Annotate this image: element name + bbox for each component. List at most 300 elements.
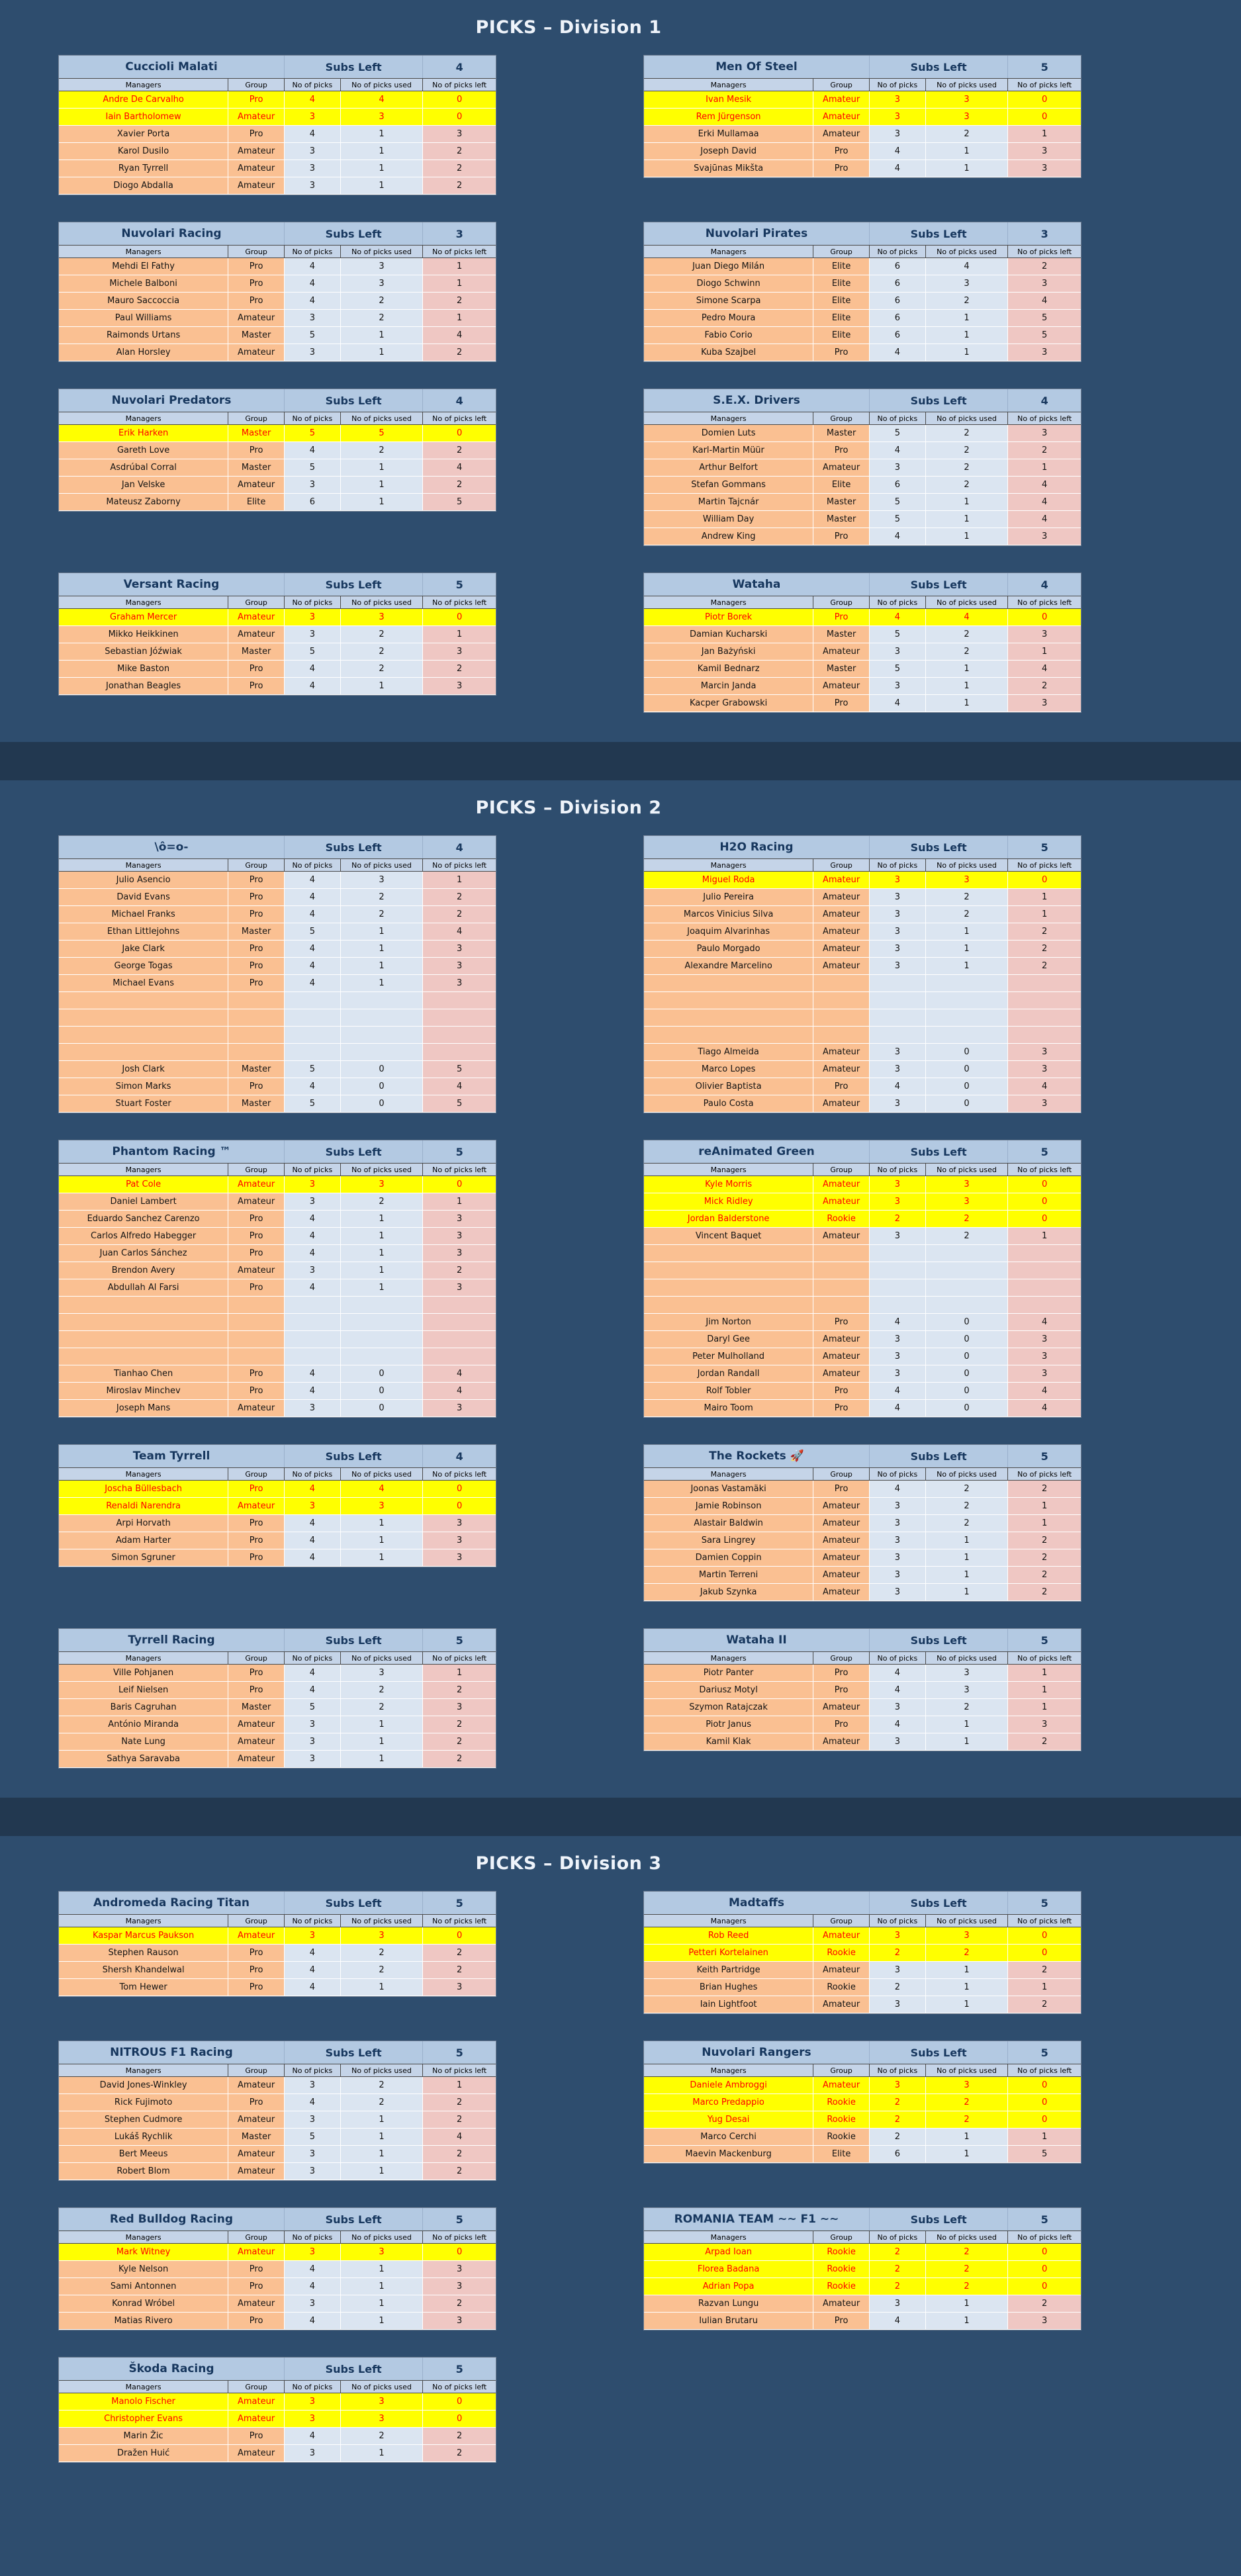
division-content bbox=[58, 7, 1079, 713]
used-cell: 1 bbox=[926, 941, 1009, 958]
used-cell: 1 bbox=[926, 494, 1009, 511]
column-header: No of picks used bbox=[926, 1914, 1009, 1927]
table-row bbox=[644, 1044, 1081, 1061]
manager-cell: Damien Coppin bbox=[644, 1549, 813, 1567]
group-cell bbox=[813, 1245, 870, 1262]
column-header: No of picks bbox=[285, 1467, 341, 1481]
table-row bbox=[59, 1061, 496, 1078]
left-cell: 2 bbox=[1008, 1567, 1081, 1584]
left-cell: 1 bbox=[423, 626, 496, 643]
table-row bbox=[644, 1979, 1081, 1996]
group-cell: Master bbox=[813, 425, 870, 442]
column-header: Group bbox=[813, 2231, 870, 2244]
group-cell: Amateur bbox=[813, 906, 870, 923]
team-name: Wataha II bbox=[644, 1629, 870, 1651]
table-header-row bbox=[59, 1914, 496, 1927]
manager-cell: Jim Norton bbox=[644, 1314, 813, 1331]
manager-cell: Kyle Morris bbox=[644, 1176, 813, 1193]
left-cell: 5 bbox=[423, 1095, 496, 1113]
picks-cell: 4 bbox=[870, 1400, 926, 1417]
picks-cell bbox=[870, 1279, 926, 1297]
manager-cell: Robert Blom bbox=[59, 2163, 228, 2180]
used-cell: 1 bbox=[926, 1733, 1009, 1751]
group-cell: Amateur bbox=[228, 2445, 285, 2462]
used-cell: 1 bbox=[926, 923, 1009, 941]
left-cell: 0 bbox=[1008, 1945, 1081, 1962]
division-title: PICKS – Division 3 bbox=[475, 1853, 662, 1874]
manager-cell: Rob Reed bbox=[644, 1927, 813, 1945]
used-cell: 3 bbox=[341, 1927, 424, 1945]
used-cell: 3 bbox=[341, 1498, 424, 1515]
used-cell: 2 bbox=[926, 2244, 1009, 2261]
manager-cell: Karol Dusilo bbox=[59, 143, 228, 160]
manager-cell: Andre De Carvalho bbox=[59, 91, 228, 109]
manager-cell: Domien Luts bbox=[644, 425, 813, 442]
left-cell: 3 bbox=[423, 975, 496, 992]
used-cell: 0 bbox=[926, 1348, 1009, 1365]
subs-left-label: Subs Left bbox=[285, 1140, 423, 1163]
left-cell: 1 bbox=[423, 2077, 496, 2094]
table-row bbox=[644, 293, 1081, 310]
table-row bbox=[59, 1383, 496, 1400]
group-cell: Pro bbox=[813, 1682, 870, 1699]
table-row bbox=[644, 1567, 1081, 1584]
column-header: No of picks bbox=[285, 1914, 341, 1927]
left-cell: 3 bbox=[1008, 1044, 1081, 1061]
left-cell: 1 bbox=[423, 258, 496, 275]
group-cell: Amateur bbox=[813, 91, 870, 109]
manager-cell: Jordan Randall bbox=[644, 1365, 813, 1383]
used-cell: 1 bbox=[926, 511, 1009, 528]
table-row bbox=[59, 1682, 496, 1699]
picks-cell: 3 bbox=[870, 906, 926, 923]
table-row bbox=[59, 143, 496, 160]
group-cell: Pro bbox=[228, 2313, 285, 2330]
manager-cell: Sara Lingrey bbox=[644, 1532, 813, 1549]
used-cell: 1 bbox=[341, 1279, 424, 1297]
used-cell: 2 bbox=[341, 310, 424, 327]
table-row bbox=[644, 160, 1081, 177]
left-cell: 2 bbox=[1008, 1733, 1081, 1751]
column-header: No of picks left bbox=[423, 858, 496, 872]
left-cell: 2 bbox=[423, 906, 496, 923]
group-cell: Pro bbox=[228, 1962, 285, 1979]
table-row bbox=[59, 2411, 496, 2428]
table-row bbox=[644, 1532, 1081, 1549]
manager-cell: Diogo Schwinn bbox=[644, 275, 813, 293]
used-cell: 1 bbox=[341, 2261, 424, 2278]
group-cell: Elite bbox=[813, 327, 870, 344]
manager-cell bbox=[644, 1297, 813, 1314]
used-cell: 1 bbox=[926, 160, 1009, 177]
table-row bbox=[59, 2295, 496, 2313]
manager-cell: Konrad Wróbel bbox=[59, 2295, 228, 2313]
picks-cell: 3 bbox=[285, 1716, 341, 1733]
picks-cell: 5 bbox=[870, 511, 926, 528]
picks-cell: 3 bbox=[285, 2411, 341, 2428]
group-cell: Amateur bbox=[813, 1044, 870, 1061]
column-header: No of picks bbox=[870, 2231, 926, 2244]
picks-cell bbox=[870, 1297, 926, 1314]
column-header: Managers bbox=[644, 1651, 813, 1665]
table-row bbox=[59, 494, 496, 511]
picks-cell: 4 bbox=[285, 2428, 341, 2445]
picks-cell: 4 bbox=[285, 2094, 341, 2111]
left-cell: 3 bbox=[423, 2313, 496, 2330]
table-row bbox=[644, 1549, 1081, 1567]
left-cell: 4 bbox=[423, 923, 496, 941]
left-cell: 2 bbox=[1008, 941, 1081, 958]
left-cell bbox=[1008, 1027, 1081, 1044]
table-band bbox=[58, 2041, 1079, 2181]
manager-cell: Tiago Almeida bbox=[644, 1044, 813, 1061]
left-cell: 3 bbox=[423, 958, 496, 975]
left-cell: 3 bbox=[423, 941, 496, 958]
left-cell: 1 bbox=[1008, 1979, 1081, 1996]
picks-cell: 5 bbox=[285, 459, 341, 477]
picks-cell: 4 bbox=[285, 1481, 341, 1498]
used-cell: 2 bbox=[341, 1962, 424, 1979]
column-header: No of picks bbox=[285, 2231, 341, 2244]
left-cell: 0 bbox=[1008, 2244, 1081, 2261]
left-cell: 2 bbox=[1008, 678, 1081, 695]
group-cell: Amateur bbox=[228, 2295, 285, 2313]
group-cell: Amateur bbox=[813, 1515, 870, 1532]
column-header: No of picks bbox=[870, 596, 926, 609]
team-table bbox=[58, 1628, 496, 1769]
column-header: Group bbox=[228, 2064, 285, 2077]
table-band bbox=[58, 2357, 1079, 2463]
manager-cell: Joseph David bbox=[644, 143, 813, 160]
table-row bbox=[644, 1027, 1081, 1044]
manager-cell: Petteri Kortelainen bbox=[644, 1945, 813, 1962]
picks-cell: 3 bbox=[285, 143, 341, 160]
picks-cell: 4 bbox=[285, 1279, 341, 1297]
left-cell: 3 bbox=[1008, 160, 1081, 177]
left-cell: 4 bbox=[423, 327, 496, 344]
table-row bbox=[644, 109, 1081, 126]
subs-left-value: 4 bbox=[1040, 394, 1048, 407]
column-header: No of picks bbox=[285, 2380, 341, 2393]
left-cell: 1 bbox=[1008, 906, 1081, 923]
manager-cell: Juan Carlos Sánchez bbox=[59, 1245, 228, 1262]
group-cell bbox=[813, 975, 870, 992]
used-cell: 1 bbox=[926, 695, 1009, 712]
left-cell: 1 bbox=[1008, 1665, 1081, 1682]
table-header-row bbox=[644, 2231, 1081, 2244]
group-cell: Pro bbox=[228, 2261, 285, 2278]
table-row bbox=[59, 1979, 496, 1996]
group-cell: Amateur bbox=[228, 1927, 285, 1945]
picks-cell: 3 bbox=[285, 477, 341, 494]
used-cell: 1 bbox=[341, 2445, 424, 2462]
table-row bbox=[59, 1279, 496, 1297]
group-cell: Amateur bbox=[813, 126, 870, 143]
left-cell bbox=[1008, 1009, 1081, 1027]
group-cell: Amateur bbox=[813, 1549, 870, 1567]
team-table bbox=[643, 573, 1081, 713]
subs-left-value: 4 bbox=[1040, 578, 1048, 591]
group-cell: Pro bbox=[228, 975, 285, 992]
manager-cell: Marco Cerchi bbox=[644, 2129, 813, 2146]
group-cell: Rookie bbox=[813, 1979, 870, 1996]
used-cell: 1 bbox=[926, 1996, 1009, 2013]
left-cell: 4 bbox=[1008, 477, 1081, 494]
used-cell: 1 bbox=[341, 2295, 424, 2313]
table-row bbox=[644, 91, 1081, 109]
subs-left-label: Subs Left bbox=[870, 389, 1008, 412]
manager-cell: Rem Jürgenson bbox=[644, 109, 813, 126]
picks-cell: 3 bbox=[870, 1044, 926, 1061]
used-cell: 0 bbox=[341, 1400, 424, 1417]
group-cell: Pro bbox=[228, 2094, 285, 2111]
used-cell: 3 bbox=[341, 1665, 424, 1682]
table-row bbox=[59, 1348, 496, 1365]
picks-cell: 4 bbox=[870, 2313, 926, 2330]
manager-cell: Pat Cole bbox=[59, 1176, 228, 1193]
manager-cell: Mateusz Zaborny bbox=[59, 494, 228, 511]
used-cell: 3 bbox=[926, 91, 1009, 109]
manager-cell bbox=[59, 1297, 228, 1314]
table-title-row bbox=[59, 389, 496, 412]
subs-left-value: 5 bbox=[455, 2046, 463, 2059]
division-section bbox=[0, 1836, 1241, 2492]
picks-cell: 3 bbox=[870, 1699, 926, 1716]
group-cell: Master bbox=[813, 511, 870, 528]
left-cell: 4 bbox=[423, 459, 496, 477]
picks-cell: 3 bbox=[285, 344, 341, 361]
left-cell bbox=[1008, 1279, 1081, 1297]
left-cell bbox=[1008, 992, 1081, 1009]
group-cell: Master bbox=[228, 923, 285, 941]
used-cell: 1 bbox=[341, 2146, 424, 2163]
manager-cell: Alexandre Marcelino bbox=[644, 958, 813, 975]
table-header-row bbox=[59, 1163, 496, 1176]
used-cell: 0 bbox=[341, 1383, 424, 1400]
table-row bbox=[59, 1044, 496, 1061]
left-cell: 0 bbox=[1008, 109, 1081, 126]
group-cell: Rookie bbox=[813, 1211, 870, 1228]
table-row bbox=[644, 941, 1081, 958]
column-header: No of picks used bbox=[926, 412, 1009, 425]
used-cell: 2 bbox=[926, 1945, 1009, 1962]
table-header-row bbox=[644, 1651, 1081, 1665]
left-cell: 3 bbox=[1008, 275, 1081, 293]
manager-cell: Marcos Vinicius Silva bbox=[644, 906, 813, 923]
picks-cell: 3 bbox=[870, 91, 926, 109]
table-row bbox=[644, 528, 1081, 545]
column-header: Group bbox=[813, 412, 870, 425]
table-title-row bbox=[59, 1140, 496, 1163]
left-cell: 0 bbox=[1008, 1193, 1081, 1211]
left-cell: 3 bbox=[423, 643, 496, 661]
table-row bbox=[59, 91, 496, 109]
group-cell bbox=[228, 1297, 285, 1314]
group-cell: Amateur bbox=[813, 678, 870, 695]
picks-cell: 3 bbox=[870, 459, 926, 477]
division-section bbox=[0, 780, 1241, 1798]
manager-cell: Mike Baston bbox=[59, 661, 228, 678]
picks-cell: 3 bbox=[870, 1567, 926, 1584]
group-cell: Amateur bbox=[228, 177, 285, 195]
group-cell: Amateur bbox=[228, 2163, 285, 2180]
group-cell: Amateur bbox=[228, 1751, 285, 1768]
table-title-row bbox=[59, 2041, 496, 2064]
picks-cell: 4 bbox=[285, 661, 341, 678]
picks-cell bbox=[285, 1044, 341, 1061]
subs-left-label: Subs Left bbox=[285, 222, 423, 245]
used-cell bbox=[926, 1297, 1009, 1314]
table-header-row bbox=[644, 245, 1081, 258]
manager-cell: Simon Marks bbox=[59, 1078, 228, 1095]
team-table bbox=[643, 2207, 1081, 2330]
manager-cell bbox=[644, 975, 813, 992]
manager-cell: Damian Kucharski bbox=[644, 626, 813, 643]
table-row bbox=[59, 1228, 496, 1245]
left-cell: 1 bbox=[1008, 1498, 1081, 1515]
group-cell: Amateur bbox=[813, 923, 870, 941]
used-cell: 3 bbox=[341, 2393, 424, 2411]
group-cell: Pro bbox=[228, 958, 285, 975]
picks-cell: 4 bbox=[285, 2261, 341, 2278]
column-header: Group bbox=[228, 1651, 285, 1665]
used-cell: 3 bbox=[926, 1665, 1009, 1682]
team-table bbox=[643, 389, 1081, 546]
manager-cell: Iain Lightfoot bbox=[644, 1996, 813, 2013]
table-row bbox=[59, 1262, 496, 1279]
team-table bbox=[58, 1444, 496, 1567]
used-cell: 1 bbox=[341, 327, 424, 344]
table-row bbox=[644, 1228, 1081, 1245]
used-cell: 0 bbox=[926, 1061, 1009, 1078]
used-cell: 3 bbox=[926, 872, 1009, 889]
left-cell bbox=[1008, 1297, 1081, 1314]
table-row bbox=[644, 1699, 1081, 1716]
used-cell: 2 bbox=[926, 889, 1009, 906]
manager-cell: Daniele Ambroggi bbox=[644, 2077, 813, 2094]
table-row bbox=[59, 958, 496, 975]
team-table bbox=[58, 2357, 496, 2463]
table-row bbox=[59, 327, 496, 344]
column-header: No of picks left bbox=[1008, 245, 1081, 258]
manager-cell: Marin Žic bbox=[59, 2428, 228, 2445]
table-row bbox=[644, 1716, 1081, 1733]
column-header: Managers bbox=[59, 1467, 228, 1481]
left-cell: 3 bbox=[1008, 695, 1081, 712]
table-row bbox=[59, 992, 496, 1009]
picks-cell: 4 bbox=[285, 1228, 341, 1245]
column-header: Group bbox=[813, 2064, 870, 2077]
table-title-row bbox=[644, 836, 1081, 858]
picks-cell: 3 bbox=[285, 1927, 341, 1945]
group-cell: Pro bbox=[228, 1979, 285, 1996]
picks-cell: 4 bbox=[285, 958, 341, 975]
picks-cell: 4 bbox=[285, 872, 341, 889]
team-name: Škoda Racing bbox=[59, 2358, 285, 2380]
team-name: Wataha bbox=[644, 573, 870, 596]
column-header: No of picks left bbox=[423, 1651, 496, 1665]
used-cell: 1 bbox=[341, 1733, 424, 1751]
picks-cell: 5 bbox=[285, 425, 341, 442]
group-cell: Rookie bbox=[813, 2129, 870, 2146]
table-row bbox=[644, 695, 1081, 712]
manager-cell: Ivan Mesik bbox=[644, 91, 813, 109]
picks-cell: 4 bbox=[870, 1314, 926, 1331]
picks-cell: 3 bbox=[870, 1228, 926, 1245]
team-name: Phantom Racing ™ bbox=[59, 1140, 285, 1163]
team-table bbox=[58, 222, 496, 362]
used-cell: 1 bbox=[341, 941, 424, 958]
column-header: Group bbox=[228, 245, 285, 258]
subs-left-value: 5 bbox=[1040, 2046, 1048, 2059]
picks-cell: 3 bbox=[285, 160, 341, 177]
group-cell: Master bbox=[228, 2129, 285, 2146]
column-header: Group bbox=[813, 596, 870, 609]
group-cell: Amateur bbox=[813, 2295, 870, 2313]
table-row bbox=[644, 1331, 1081, 1348]
group-cell: Amateur bbox=[813, 1733, 870, 1751]
group-cell: Amateur bbox=[813, 958, 870, 975]
manager-cell: Marco Predappio bbox=[644, 2094, 813, 2111]
table-row bbox=[644, 1927, 1081, 1945]
table-row bbox=[59, 344, 496, 361]
left-cell: 1 bbox=[1008, 126, 1081, 143]
left-cell: 0 bbox=[423, 1481, 496, 1498]
table-row bbox=[644, 2313, 1081, 2330]
subs-left-label: Subs Left bbox=[285, 2358, 423, 2380]
manager-cell: Alastair Baldwin bbox=[644, 1515, 813, 1532]
used-cell: 1 bbox=[341, 1532, 424, 1549]
manager-cell: Josh Clark bbox=[59, 1061, 228, 1078]
used-cell: 2 bbox=[341, 1193, 424, 1211]
left-cell: 4 bbox=[1008, 1383, 1081, 1400]
group-cell: Pro bbox=[228, 1532, 285, 1549]
manager-cell: Jordan Balderstone bbox=[644, 1211, 813, 1228]
used-cell bbox=[926, 1245, 1009, 1262]
column-header: No of picks left bbox=[1008, 1467, 1081, 1481]
group-cell: Master bbox=[228, 425, 285, 442]
table-row bbox=[59, 975, 496, 992]
column-header: Managers bbox=[644, 412, 813, 425]
group-cell: Pro bbox=[228, 1682, 285, 1699]
picks-cell: 3 bbox=[870, 1193, 926, 1211]
table-row bbox=[59, 1027, 496, 1044]
group-cell: Amateur bbox=[813, 1061, 870, 1078]
manager-cell: Rick Fujimoto bbox=[59, 2094, 228, 2111]
manager-cell bbox=[644, 1245, 813, 1262]
team-name: NITROUS F1 Racing bbox=[59, 2041, 285, 2064]
team-table bbox=[643, 1628, 1081, 1751]
left-cell: 3 bbox=[1008, 1331, 1081, 1348]
manager-cell: Stephen Rauson bbox=[59, 1945, 228, 1962]
table-row bbox=[59, 1665, 496, 1682]
picks-cell: 4 bbox=[285, 941, 341, 958]
used-cell: 2 bbox=[341, 442, 424, 459]
used-cell: 0 bbox=[341, 1365, 424, 1383]
table-row bbox=[59, 1515, 496, 1532]
table-header-row bbox=[644, 412, 1081, 425]
used-cell: 2 bbox=[926, 2094, 1009, 2111]
used-cell: 1 bbox=[926, 310, 1009, 327]
table-row bbox=[59, 1532, 496, 1549]
used-cell bbox=[341, 992, 424, 1009]
used-cell: 3 bbox=[341, 2244, 424, 2261]
picks-cell: 3 bbox=[870, 2295, 926, 2313]
used-cell: 1 bbox=[341, 344, 424, 361]
group-cell: Elite bbox=[813, 293, 870, 310]
manager-cell bbox=[59, 1027, 228, 1044]
group-cell: Amateur bbox=[813, 643, 870, 661]
